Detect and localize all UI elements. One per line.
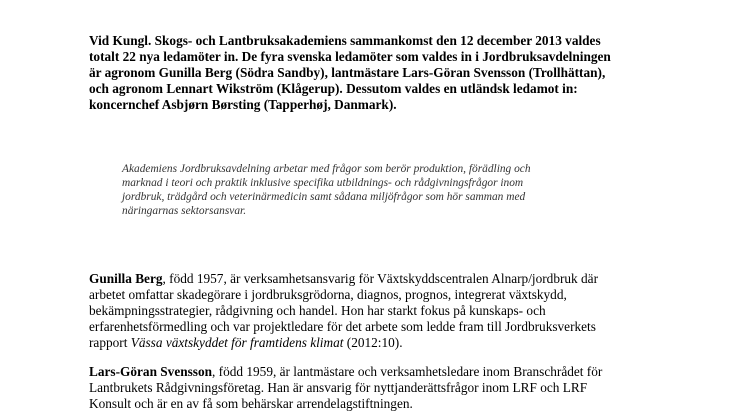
bio-gunilla-berg [89, 271, 649, 351]
lead-line: är agronom Gunilla Berg (Södra Sandby), lantmästare Lars-Göran Svensson (Trollhättan), [89, 65, 606, 80]
quote-line: jordbruk, trädgård och veterinärmedicin samt sådana miljöfrågor som hör samman med [122, 191, 526, 203]
bio-line: erfarenhetsförmedling och var projektledare för det arbete som ledde fram till Jordbruksverkets [89, 319, 596, 334]
lead-line: Vid Kungl. Skogs- och Lantbruksakademiens sammankomst den 12 december 2013 valdes [89, 33, 601, 48]
bio-line [89, 364, 649, 380]
lead-line: totalt 22 nya ledamöter in. De fyra svenska ledamöter som valdes in i Jordbruksavdelningen [89, 49, 611, 64]
lead-paragraph [89, 33, 649, 113]
quote-line: marknad i teori och praktik inklusive specifika utbildnings- och rådgivningsfrågor inom [122, 177, 524, 189]
bio-line: Lantbrukets Rådgivningsföretag. Han är ansvarig för nyttjanderättsfrågor inom LRF och LRF [89, 380, 588, 395]
bio-lars-goran-svensson [89, 364, 649, 412]
lead-line: koncernchef Asbjørn Børsting (Tapperhøj, Danmark). [89, 97, 397, 112]
report-title: Vässa växtskyddet för framtidens klimat [130, 335, 344, 350]
person-name: Gunilla Berg [89, 271, 163, 286]
person-name: Lars-Göran Svensson [89, 364, 213, 379]
quote-line: näringarnas sektorsansvar. [122, 205, 247, 217]
bio-line [89, 335, 649, 351]
quote-paragraph [122, 162, 640, 218]
bio-line [89, 271, 649, 287]
bio-line: Konsult och är en av få som behärskar arrendelagstiftningen. [89, 396, 413, 411]
bio-line: arbetet omfattar skadegörare i jordbruksgrödorna, diagnos, prognos, integrerat växtskydd, [89, 287, 567, 302]
bio-line: bekämpningsstrategier, rådgivning och handel. Hon har starkt fokus på kunskaps- och [89, 303, 546, 318]
bio-text: , född 1959, är lantmästare och verksamhetsledare inom Branschrådet för [212, 364, 603, 379]
quote-line: Akademiens Jordbruksavdelning arbetar med frågor som berör produktion, förädling och [122, 163, 531, 175]
lead-line: och agronom Lennart Wikström (Klågerup). Dessutom valdes en utländsk ledamot in: [89, 81, 578, 96]
bio-text: , född 1957, är verksamhetsansvarig för Växtskyddscentralen Alnarp/jordbruk där [162, 271, 598, 286]
bio-text: (2012:10). [343, 335, 403, 350]
bio-text: rapport [89, 335, 131, 350]
